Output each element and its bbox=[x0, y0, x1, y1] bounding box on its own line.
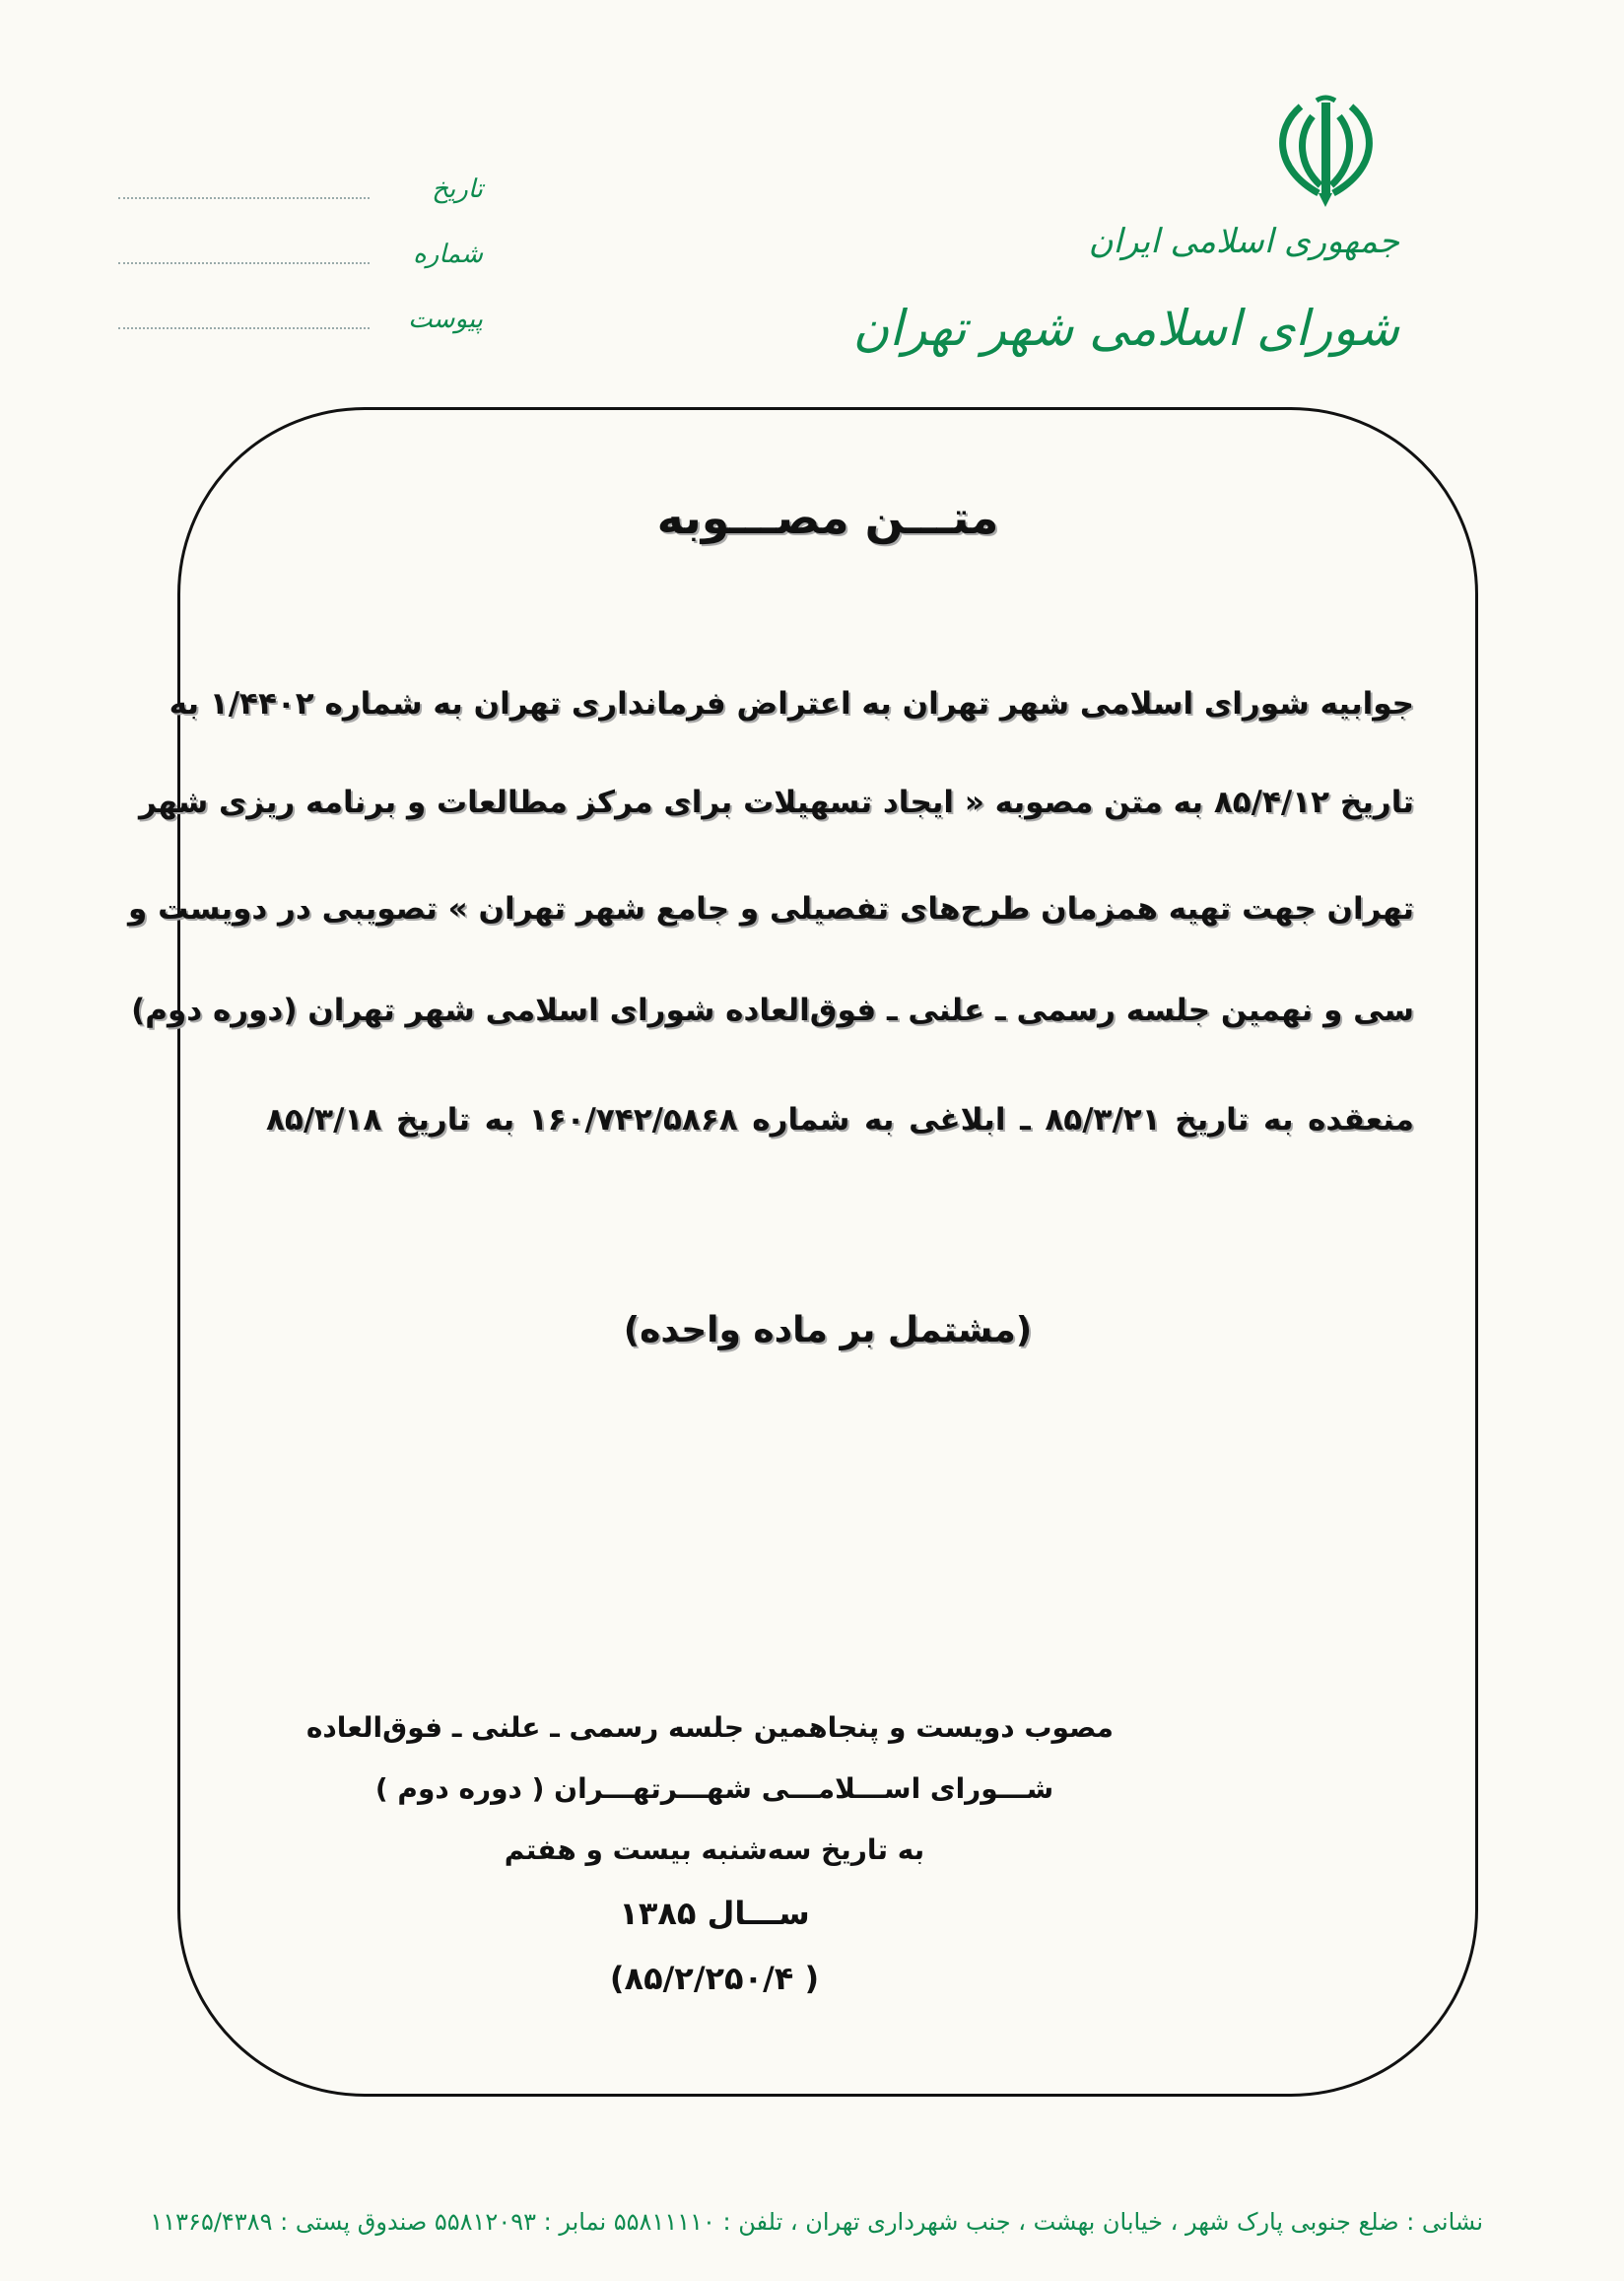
body-line: جوابیه شورای اسلامی شهر تهران به اعتراض فرمانداری تهران به شماره ۱/۴۴۰۲ به bbox=[169, 686, 1414, 722]
document-subject: (مشتمل بر ماده واحده) bbox=[623, 1310, 1033, 1350]
body-line: سی و نهمین جلسه رسمی ـ علنی ـ فوق‌العاده شورای اسلامی شهر تهران (دوره دوم) bbox=[131, 993, 1414, 1028]
iran-emblem-icon bbox=[1269, 95, 1383, 211]
meta-attachment-row bbox=[118, 298, 483, 337]
attachment-field-line bbox=[118, 327, 370, 329]
approval-line: شـــورای اســـلامـــی شهـــرتهـــران ( دوره دوم ) bbox=[374, 1772, 1054, 1805]
footer-address: نشانی : ضلع جنوبی پارک شهر ، خیابان بهشت ، جنب شهرداری تهران ، تلفن : ۵۵۸۱۱۱۱۰ نمابر : ۵۵۸۱۲۰۹۳ صندوق پستی : ۱۱۳۶۵/۴۳۸۹ bbox=[150, 2208, 1483, 2236]
body-line: منعقده به تاریخ ۸۵/۳/۲۱ ـ ابلاغی به شماره ۱۶۰/۷۴۲/۵۸۶۸ به تاریخ ۸۵/۳/۱۸ bbox=[266, 1102, 1414, 1138]
date-label: تاریخ bbox=[432, 174, 483, 204]
meta-number-row bbox=[118, 233, 483, 272]
number-field-line bbox=[118, 262, 370, 264]
number-label: شماره bbox=[413, 240, 483, 269]
approval-line: ســـال ۱۳۸۵ bbox=[619, 1895, 810, 1932]
document-title: متـــن مصـــوبه bbox=[656, 491, 999, 544]
approval-line: ( ۸۵/۲/۲۵۰/۴) bbox=[609, 1960, 820, 1997]
letterhead-council: شورای اسلامی شهر تهران bbox=[852, 300, 1399, 357]
body-line: تاریخ ۸۵/۴/۱۲ به متن مصوبه « ایجاد تسهیلات برای مرکز مطالعات و برنامه ریزی شهر bbox=[138, 785, 1414, 820]
approval-line: مصوب دویست و پنجاهمین جلسه رسمی ـ علنی ـ فوق‌العاده bbox=[305, 1711, 1114, 1744]
meta-date-row bbox=[118, 168, 483, 207]
date-field-line bbox=[118, 197, 370, 199]
body-line: تهران جهت تهیه همزمان طرح‌های تفصیلی و جامع شهر تهران » تصویبی در دویست و bbox=[128, 891, 1414, 927]
letterhead-republic: جمهوری اسلامی ایران bbox=[1088, 222, 1399, 261]
approval-line: به تاریخ سه‌شنبه بیست و هفتم bbox=[504, 1833, 925, 1866]
attachment-label: پیوست bbox=[408, 305, 483, 334]
